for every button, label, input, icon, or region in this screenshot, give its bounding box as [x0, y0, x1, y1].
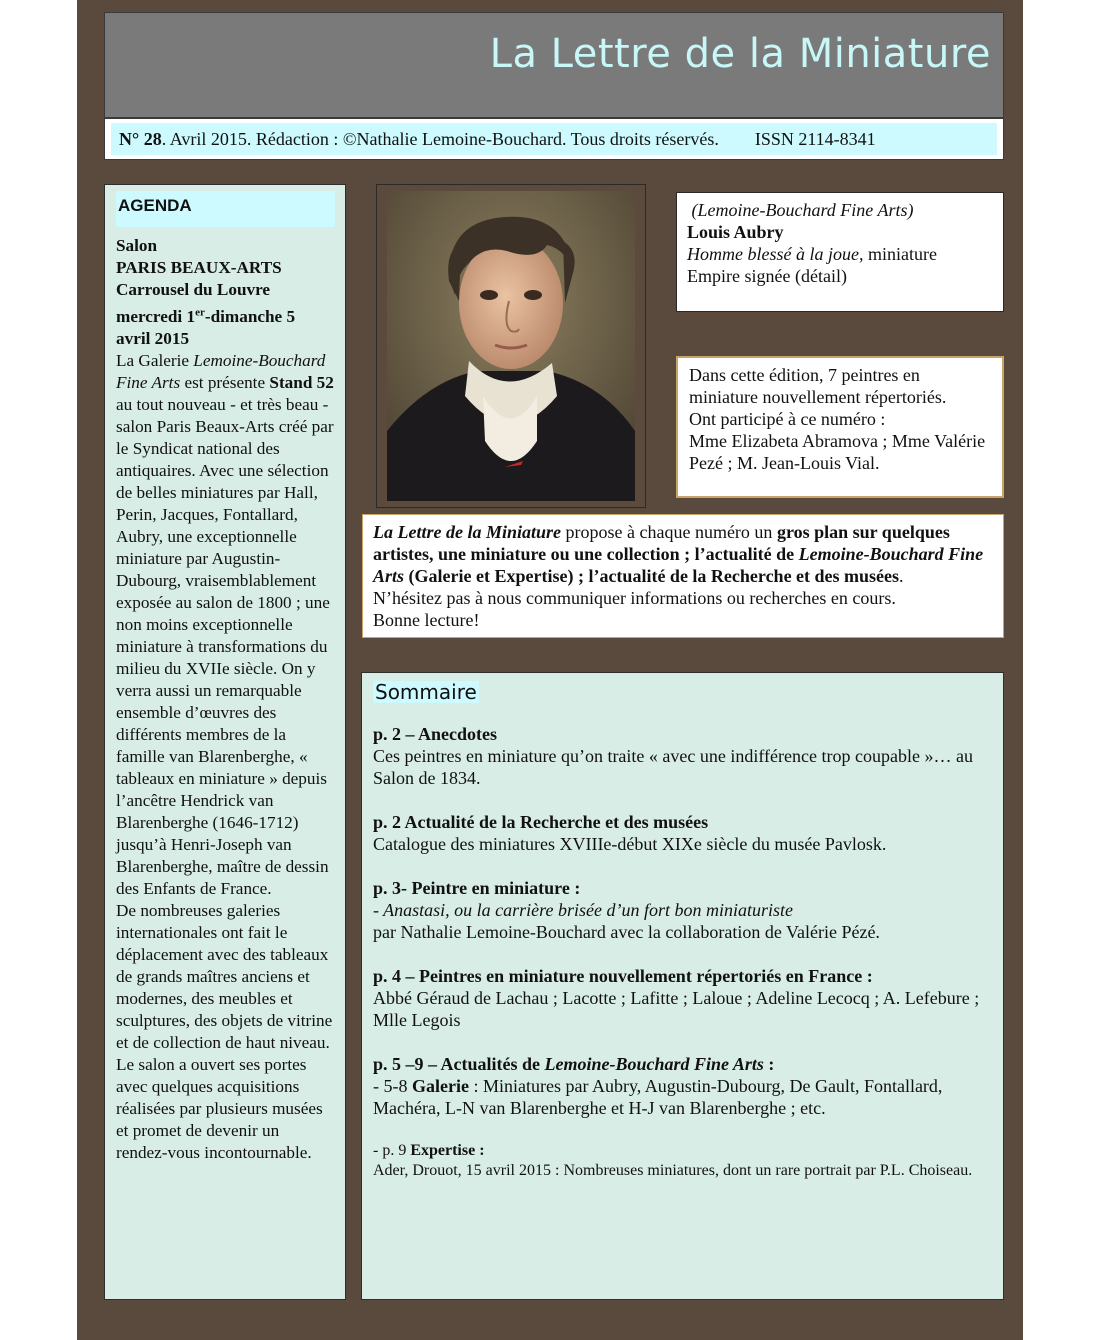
caption-title: Homme blessé à la joue, miniature Empire signée (détail) [687, 244, 937, 286]
portrait-caption [676, 192, 1004, 312]
intro-line-3: Bonne lecture! [373, 610, 480, 630]
edition-contributors: Mme Elizabeta Abramova ; Mme Valérie Pezé ; M. Jean-Louis Vial. [689, 431, 986, 473]
newsletter-header [104, 12, 1004, 118]
salon-year: avril 2015 [116, 328, 190, 348]
issue-info [111, 123, 997, 155]
issn: ISSN 2114-8341 [754, 129, 876, 149]
caption-artist: Louis Aubry [687, 222, 784, 242]
salon-dates: mercredi 1er-dimanche 5 [116, 306, 296, 326]
sommaire-entry-actualites: p. 5 –9 – Actualités de Lemoine-Bouchard Fine Arts : - 5-8 Galerie : Miniatures par Aubry, Augustin-Dubourg, De Gault, Fontallard, Machéra, L-N van Blarenberghe et H-J van Blarenberghe ; etc. [373, 1054, 943, 1118]
sommaire-title: Sommaire [375, 680, 477, 704]
sommaire-panel [361, 672, 1004, 1300]
issue-bar [104, 118, 1004, 160]
portrait-miniature-image [387, 191, 635, 501]
sommaire-entry-nouveaux-peintres: p. 4 – Peintres en miniature nouvellement répertoriés en France : Abbé Géraud de Lachau ; Lacotte ; Lafitte ; Laloue ; Adeline Lecocq ; A. Lefebure ; Mlle Legois [373, 966, 980, 1030]
intro-box [362, 514, 1004, 638]
newsletter-title: La Lettre de la Miniature [489, 31, 991, 77]
sommaire-entry-anecdotes: p. 2 – Anecdotes Ces peintres en miniature qu’on traite « avec une indifférence trop coupable »… au Salon de 1834. [373, 724, 973, 788]
agenda-paragraph-1: La Galerie Lemoine-Bouchard Fine Arts est présente Stand 52 au tout nouveau - et très beau - salon Paris Beaux-Arts créé par le Syndicat national des antiquaires. Avec une sélection de belles miniatures par Hall, Perin, Jacques, Fontallard, Aubry, une exceptionnelle miniature par Augustin-Dubourg, vraisemblablement exposée au salon de 1800 ; une non moins exceptionnelle miniature à transformations du milieu du XVIIe siècle. On y verra aussi un remarquable ensemble d’œuvres des différents membres de la famille van Blarenberghe, « tableaux en miniature » depuis l’ancêtre Hendrick van Blarenberghe (1646-1712) jusqu’à Henri-Joseph van Blarenberghe, maître de dessin des Enfants de France. [116, 350, 334, 898]
agenda-heading: AGENDA [116, 191, 335, 227]
sommaire-entry-expertise: - p. 9 Expertise : Ader, Drouot, 15 avril 2015 : Nombreuses miniatures, dont un rare portrait par P.L. Choiseau. [373, 1142, 973, 1179]
agenda-paragraph-2: De nombreuses galeries internationales ont fait le déplacement avec des tableaux de grands maîtres anciens et modernes, des meubles et sculptures, des objets de vitrine et de collection de haut niveau. [116, 900, 333, 1052]
portrait-frame [376, 184, 646, 508]
sommaire-entry-recherche: p. 2 Actualité de la Recherche et des musées Catalogue des miniatures XVIIIe-début XIXe siècle du musée Pavlosk. [373, 812, 887, 854]
edition-text-1: Dans cette édition, 7 peintres en miniature nouvellement répertoriés. [689, 365, 947, 407]
salon-name: PARIS BEAUX-ARTS [116, 258, 282, 277]
edition-box [676, 356, 1004, 498]
issue-details: . Avril 2015. Rédaction : ©Nathalie Lemoine-Bouchard. Tous droits réservés. [161, 129, 719, 149]
issue-number: N° 28 [119, 129, 162, 149]
intro-line-2: N’hésitez pas à nous communiquer informations ou recherches en cours. [373, 588, 896, 608]
agenda-panel [104, 184, 346, 1300]
intro-paragraph: La Lettre de la Miniature propose à chaque numéro un gros plan sur quelques artistes, une miniature ou une collection ; l’actualité de Lemoine-Bouchard Fine Arts (Galerie et Expertise) ; l’actualité de la Recherche et des musées. [373, 522, 984, 586]
salon-label: Salon [116, 236, 158, 255]
edition-text-2: Ont participé à ce numéro : [689, 409, 886, 429]
sommaire-entry-peintre: p. 3- Peintre en miniature : - Anastasi, ou la carrière brisée d’un fort bon miniaturiste par Nathalie Lemoine-Bouchard avec la collaboration de Valérie Pézé. [373, 878, 880, 942]
agenda-paragraph-3: Le salon a ouvert ses portes avec quelques acquisitions réalisées par plusieurs musées et promet de devenir un rendez-vous incontournable. [116, 1054, 323, 1162]
salon-venue: Carrousel du Louvre [116, 280, 271, 299]
caption-credit: (Lemoine-Bouchard Fine Arts) [691, 200, 914, 220]
